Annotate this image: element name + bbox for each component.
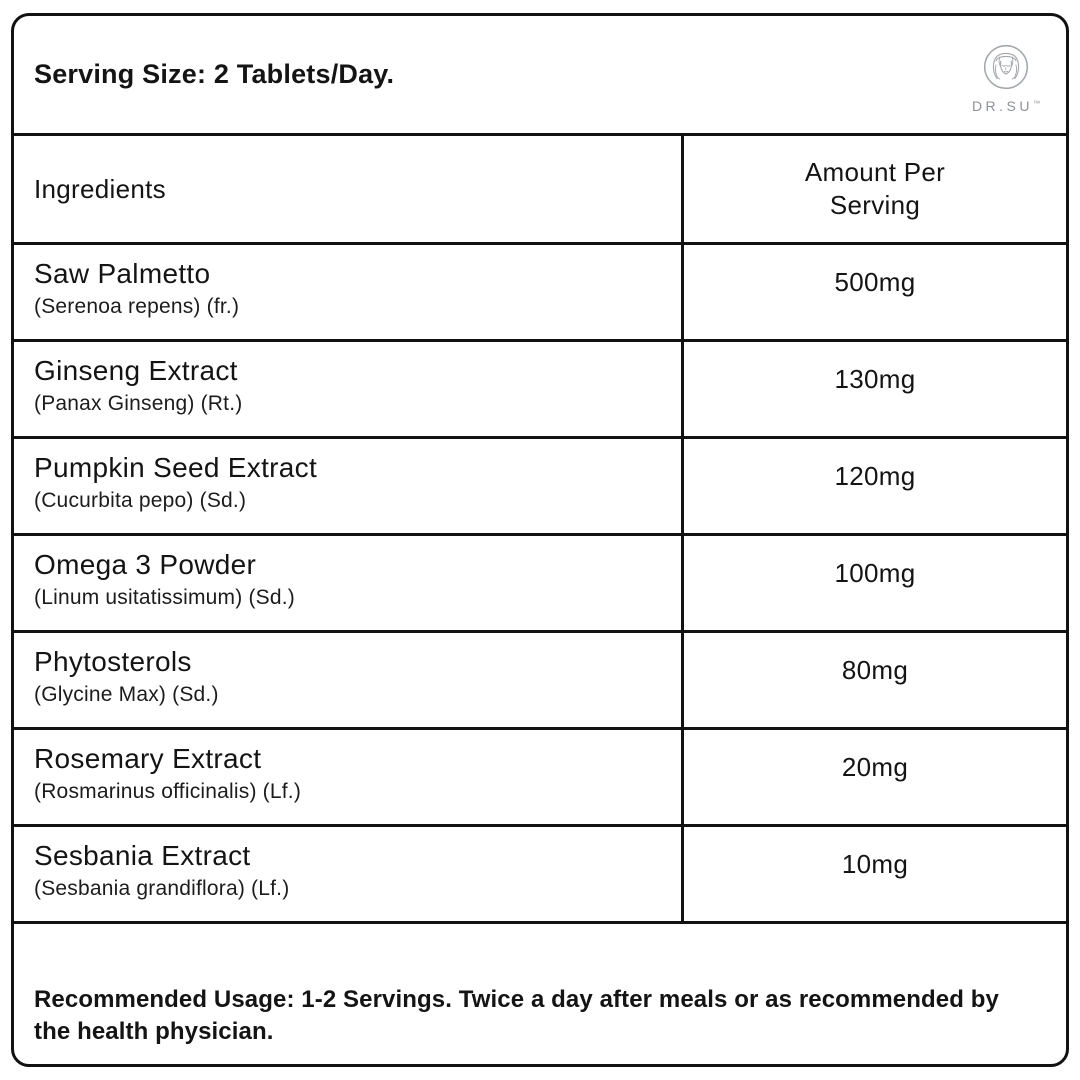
brand-logo [972, 44, 1040, 114]
ingredient-name: Pumpkin Seed Extract [34, 452, 318, 483]
ingredient-cell [14, 536, 681, 630]
table-row [14, 242, 1066, 339]
table-row [14, 630, 1066, 727]
ingredient-cell [14, 633, 681, 727]
table-header-row [14, 133, 1066, 242]
ingredient-latin: (Panax Ginseng) (Rt.) [34, 392, 243, 415]
ingredient-cell [14, 439, 681, 533]
recommended-usage-text: Recommended Usage: 1-2 Servings. Twice a day after meals or as recommended by the health physician. [34, 986, 999, 1045]
ingredient-cell [14, 342, 681, 436]
ingredient-name: Omega 3 Powder [34, 549, 257, 580]
ingredient-name: Ginseng Extract [34, 355, 238, 386]
ingredient-cell [14, 827, 681, 921]
table-row [14, 339, 1066, 436]
table-row [14, 533, 1066, 630]
ingredient-latin: (Linum usitatissimum) (Sd.) [34, 586, 295, 609]
serving-size-text: Serving Size: 2 Tablets/Day. [34, 59, 395, 89]
ingredient-latin: (Sesbania grandiflora) (Lf.) [34, 877, 290, 900]
amount-cell: 500mg [681, 245, 1066, 339]
table-row [14, 824, 1066, 921]
amount-cell: 100mg [681, 536, 1066, 630]
amount-column-header: Amount Per Serving [804, 157, 946, 220]
amount-cell: 10mg [681, 827, 1066, 921]
table-row [14, 727, 1066, 824]
ingredient-name: Sesbania Extract [34, 840, 251, 871]
brand-name: DR.SU™ [971, 97, 1040, 114]
amount-column-header-cell [681, 136, 1066, 242]
table-row [14, 436, 1066, 533]
top-strip [14, 16, 1066, 133]
ingredient-name: Rosemary Extract [34, 743, 262, 774]
ingredient-latin: (Serenoa repens) (fr.) [34, 295, 240, 318]
supplement-facts-card [11, 13, 1069, 1067]
trademark-symbol: ™ [1033, 99, 1040, 107]
ingredient-cell [14, 245, 681, 339]
footer-section [14, 921, 1066, 1064]
amount-cell: 80mg [681, 633, 1066, 727]
amount-cell: 120mg [681, 439, 1066, 533]
woman-face-line-art-icon [983, 44, 1029, 95]
ingredient-latin: (Cucurbita pepo) (Sd.) [34, 489, 247, 512]
ingredient-latin: (Rosmarinus officinalis) (Lf.) [34, 780, 302, 803]
ingredient-name: Phytosterols [34, 646, 192, 677]
ingredients-column-header: Ingredients [34, 173, 166, 204]
ingredient-name: Saw Palmetto [34, 258, 211, 289]
ingredient-latin: (Glycine Max) (Sd.) [34, 683, 219, 706]
ingredient-cell [14, 730, 681, 824]
amount-cell: 20mg [681, 730, 1066, 824]
amount-cell: 130mg [681, 342, 1066, 436]
